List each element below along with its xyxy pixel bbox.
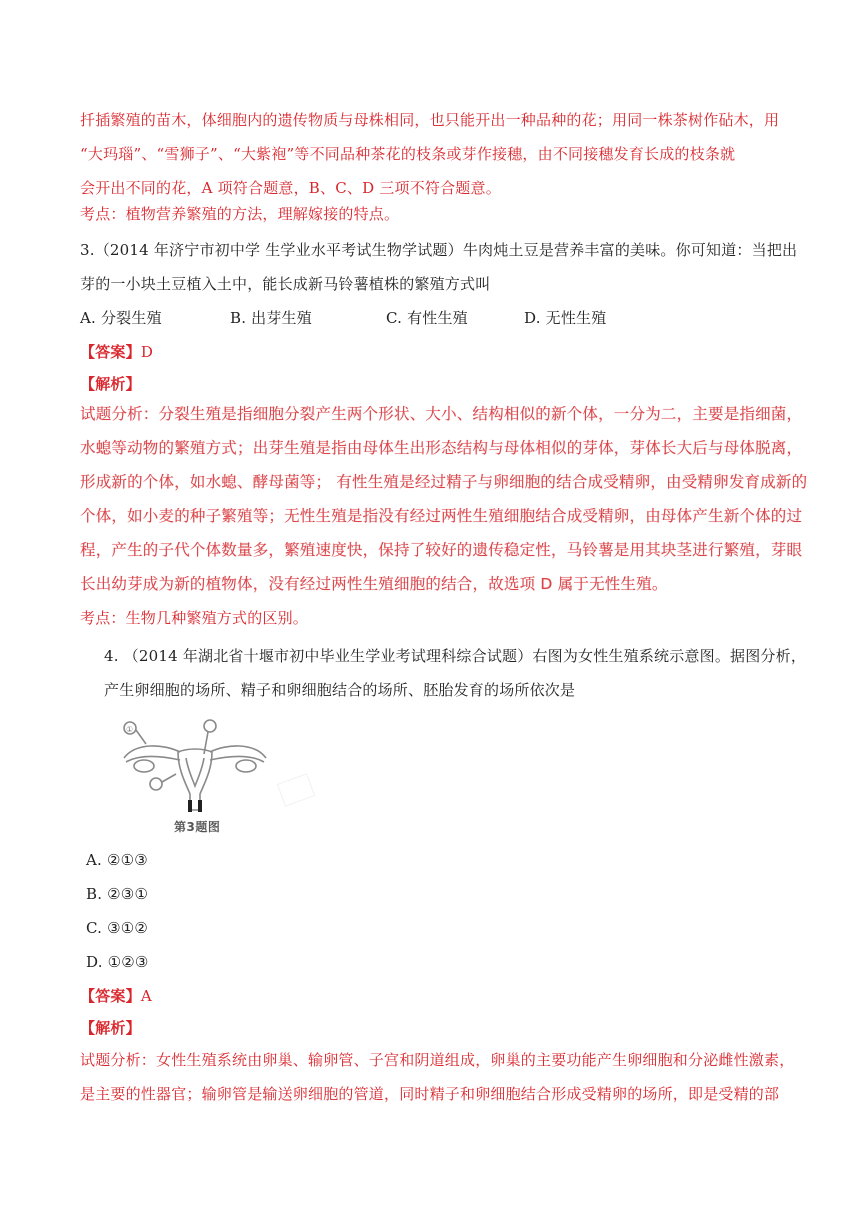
q3-option-c: C. 有性生殖 xyxy=(386,309,468,327)
q4-stem-line-2: 产生卵细胞的场所、精子和卵细胞结合的场所、胚胎发育的场所依次是 xyxy=(104,681,576,699)
uterus-diagram xyxy=(116,714,272,818)
q3-stem-line-1: 3.（2014 年济宁市初中学 生学业水平考试生物学试题）牛肉炖土豆是营养丰富的美味。你可知道：当把出 xyxy=(80,241,798,259)
q3-analysis-label: 【解析】 xyxy=(80,375,141,393)
q4-option-c: C. ③①② xyxy=(86,919,149,937)
q4-answer-label: 【答案】 xyxy=(80,987,141,1005)
svg-text:①: ① xyxy=(126,725,134,734)
q4-option-b: B. ②③① xyxy=(86,885,149,903)
q3-stem-line-2: 芽的一小块土豆植入土中，能长成新马铃薯植株的繁殖方式叫 xyxy=(80,275,491,293)
figure-caption: 第3题图 xyxy=(174,820,221,834)
q3-analysis-line-6: 长出幼芽成为新的植物体，没有经过两性生殖细胞的结合，故选项 D 属于无性生殖。 xyxy=(80,575,668,593)
watermark-icon xyxy=(277,773,315,806)
q4-analysis-line-2: 是主要的性器官；输卵管是输送卵细胞的管道，同时精子和卵细胞结合形成受精卵的场所，即是受精的部 xyxy=(80,1085,780,1103)
q4-stem-line-1: 4. （2014 年湖北省十堰市初中毕业生学业考试理科综合试题）右图为女性生殖系统示意图。据图分析， xyxy=(104,647,807,665)
q4-analysis-label: 【解析】 xyxy=(80,1019,141,1037)
label-circle-3 xyxy=(204,720,216,732)
q3-answer xyxy=(80,342,153,362)
q4-answer xyxy=(80,986,152,1006)
q3-analysis-line-1: 试题分析：分裂生殖是指细胞分裂产生两个形状、大小、结构相似的新个体，一分为二，主要是指细菌， xyxy=(80,405,803,423)
q3-option-d: D. 无性生殖 xyxy=(524,309,607,327)
q4-option-a: A. ②①③ xyxy=(86,851,148,869)
q2-key-point: 考点：植物营养繁殖的方法，理解嫁接的特点。 xyxy=(80,205,400,223)
label-circle-2 xyxy=(150,778,162,790)
q4-option-d: D. ①②③ xyxy=(86,953,149,971)
q3-answer-label: 【答案】 xyxy=(80,343,141,361)
q3-option-a: A. 分裂生殖 xyxy=(80,309,162,327)
q3-analysis-line-2: 水螅等动物的繁殖方式；出芽生殖是指由母体生出形态结构与母体相似的芽体，芽体长大后与母体脱离， xyxy=(80,439,803,457)
q2-analysis-line-2: “大玛瑙”、“雪狮子”、“大紫袍”等不同品种茶花的枝条或芽作接穗，由不同接穗发育长成的枝条就 xyxy=(80,145,736,163)
q3-option-b: B. 出芽生殖 xyxy=(230,309,312,327)
q4-answer-value: A xyxy=(140,987,152,1005)
q3-key-point: 考点：生物几种繁殖方式的区别。 xyxy=(80,609,309,627)
q3-answer-value: D xyxy=(140,343,154,361)
q4-analysis-line-1: 试题分析：女性生殖系统由卵巢、输卵管、子宫和阴道组成，卵巢的主要功能产生卵细胞和分泌雌性激素， xyxy=(80,1051,795,1069)
q2-analysis-line-3: 会开出不同的花，A 项符合题意，B、C、D 三项不符合题意。 xyxy=(80,179,501,197)
q2-analysis-line-1: 扦插繁殖的苗木，体细胞内的遗传物质与母株相同，也只能开出一种品种的花；用同一株茶树作砧木，用 xyxy=(80,111,780,129)
q3-analysis-line-3: 形成新的个体，如水螅、酵母菌等； 有性生殖是经过精子与卵细胞的结合成受精卵，由受精卵发育成新的 xyxy=(80,473,808,491)
q3-analysis-line-5: 程，产生的子代个体数量多，繁殖速度快，保持了较好的遗传稳定性，马铃薯是用其块茎进行繁殖，芽眼 xyxy=(80,541,803,559)
q3-analysis-line-4: 个体，如小麦的种子繁殖等；无性生殖是指没有经过两性生殖细胞结合成受精卵，由母体产生新个体的过 xyxy=(80,507,803,525)
